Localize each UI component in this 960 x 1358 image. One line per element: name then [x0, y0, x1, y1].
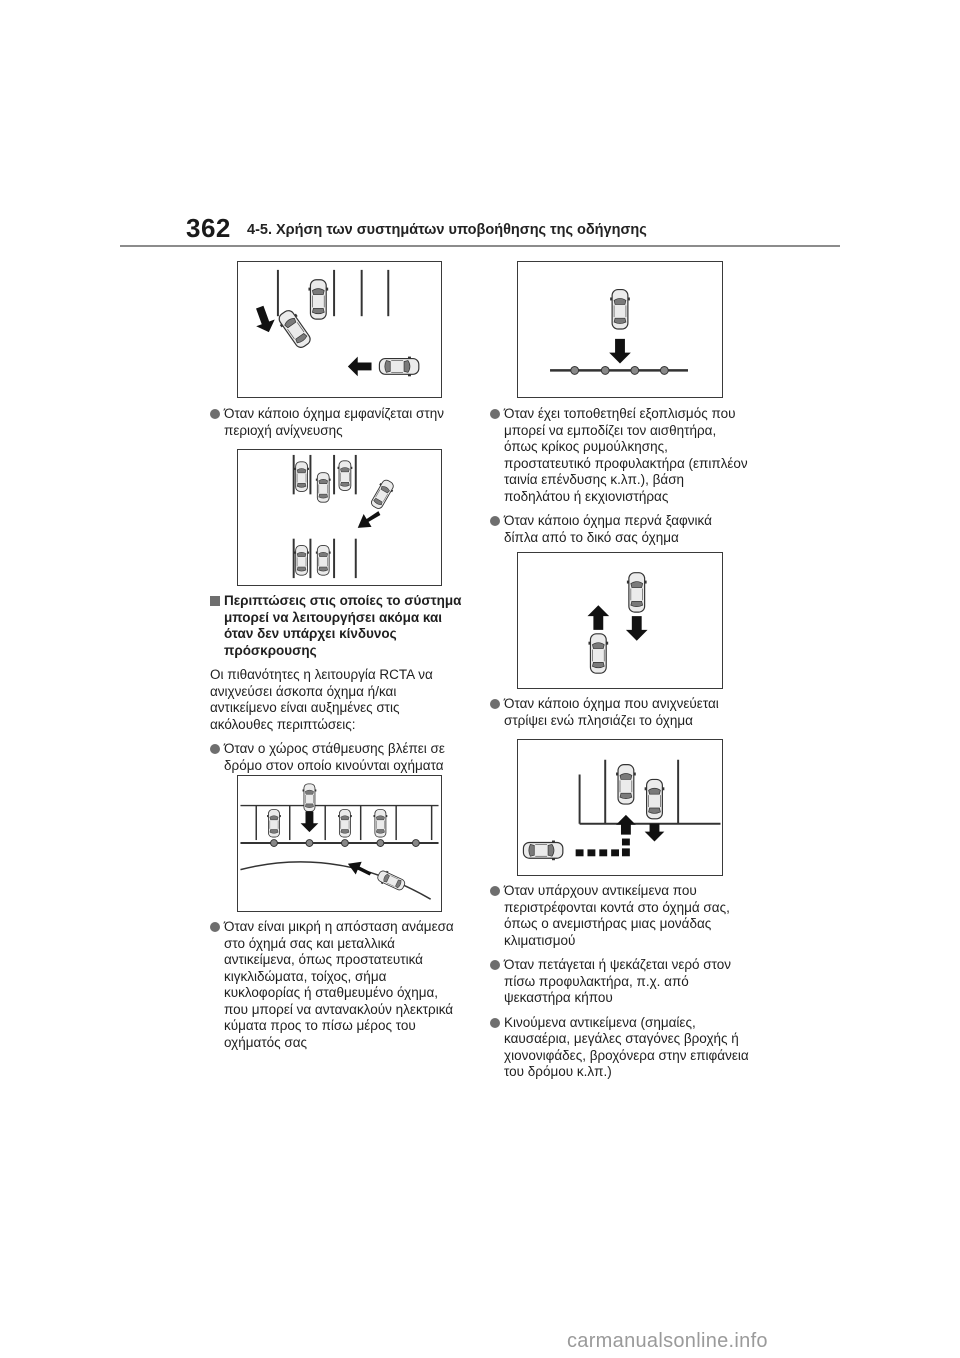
bullet-vehicle-turns-approaching: Όταν κάποιο όχημα που ανιχνεύεται στρίψει ενώ πλησιάζει το όχημα [490, 696, 748, 729]
figure-vehicle-in-detection-area [237, 261, 442, 398]
bullet-moving-objects: Κινούμενα αντικείμενα (σημαίες, καυσαέρια, μεγάλες σταγόνες βροχής ή χιονονιφάδες, βροχόνερα στην επιφάνεια του δρόμου κ.λπ.) [490, 1015, 752, 1081]
header-rule [120, 245, 840, 247]
figure-parking-facing-road [237, 775, 442, 912]
bullet-rotating-objects: Όταν υπάρχουν αντικείμενα που περιστρέφονται κοντά στο όχημά σας, όπως ο ανεμιστήρας μιας μονάδας κλιματισμού [490, 883, 752, 949]
section-title: 4-5. Χρήση των συστημάτων υποβοήθησης της οδήγησης [247, 222, 647, 238]
figure-vehicle-turns-approaching [517, 739, 723, 876]
figure-parking-lot [237, 449, 442, 586]
bullet-metal-objects-nearby: Όταν είναι μικρή η απόσταση ανάμεσα στο όχημά σας και μεταλλικά αντικείμενα, όπως προστατευτικά κιγκλιδώματα, τοίχος, σήμα κυκλοφορίας ή σταθμευμένο όχημα, που μπορεί να αντανακλούν ηλεκτρικά κύματα προς το πίσω μέρος του οχήματός σας [210, 919, 464, 1051]
paragraph-rcta-false-detection: Οι πιθανότητες η λειτουργία RCTA να ανιχνεύσει άσκοπα όχημα ή/και αντικείμενο είναι αυξημένες στις ακόλουθες περιπτώσεις: [210, 667, 433, 732]
footer-watermark: carmanualsonline.info [567, 1330, 768, 1352]
bullet-parking-facing-road: Όταν ο χώρος στάθμευσης βλέπει σε δρόμο στον οποίο κινούνται οχήματα [210, 741, 464, 774]
page-number: 362 [186, 213, 231, 243]
figure-equipment-blocking-sensor [517, 261, 723, 398]
bullet-equipment-blocking-sensor: Όταν έχει τοποθετηθεί εξοπλισμός που μπορεί να εμποδίζει τον αισθητήρα, όπως κρίκος ρυμούλκησης, προστατευτικό προφυλακτήρα (επιπλέον ταινία επένδυσης κ.λπ.), βάση ποδηλάτου ή εκχιονιστήρας [490, 406, 748, 505]
figure-vehicle-passes-suddenly [517, 552, 723, 689]
bullet-water-spray: Όταν πετάγεται ή ψεκάζεται νερό στον πίσω προφυλακτήρα, π.χ. από ψεκαστήρα κήπου [490, 957, 752, 1007]
bullet-vehicle-passes-suddenly: Όταν κάποιο όχημα περνά ξαφνικά δίπλα από το δικό σας όχημα [490, 513, 748, 546]
heading-false-activation-cases: Περιπτώσεις στις οποίες το σύστημα μπορεί να λειτουργήσει ακόμα και όταν δεν υπάρχει κίνδυνος πρόσκρουσης [210, 593, 464, 659]
bullet-vehicle-in-detection-area: Όταν κάποιο όχημα εμφανίζεται στην περιοχή ανίχνευσης [210, 406, 460, 439]
